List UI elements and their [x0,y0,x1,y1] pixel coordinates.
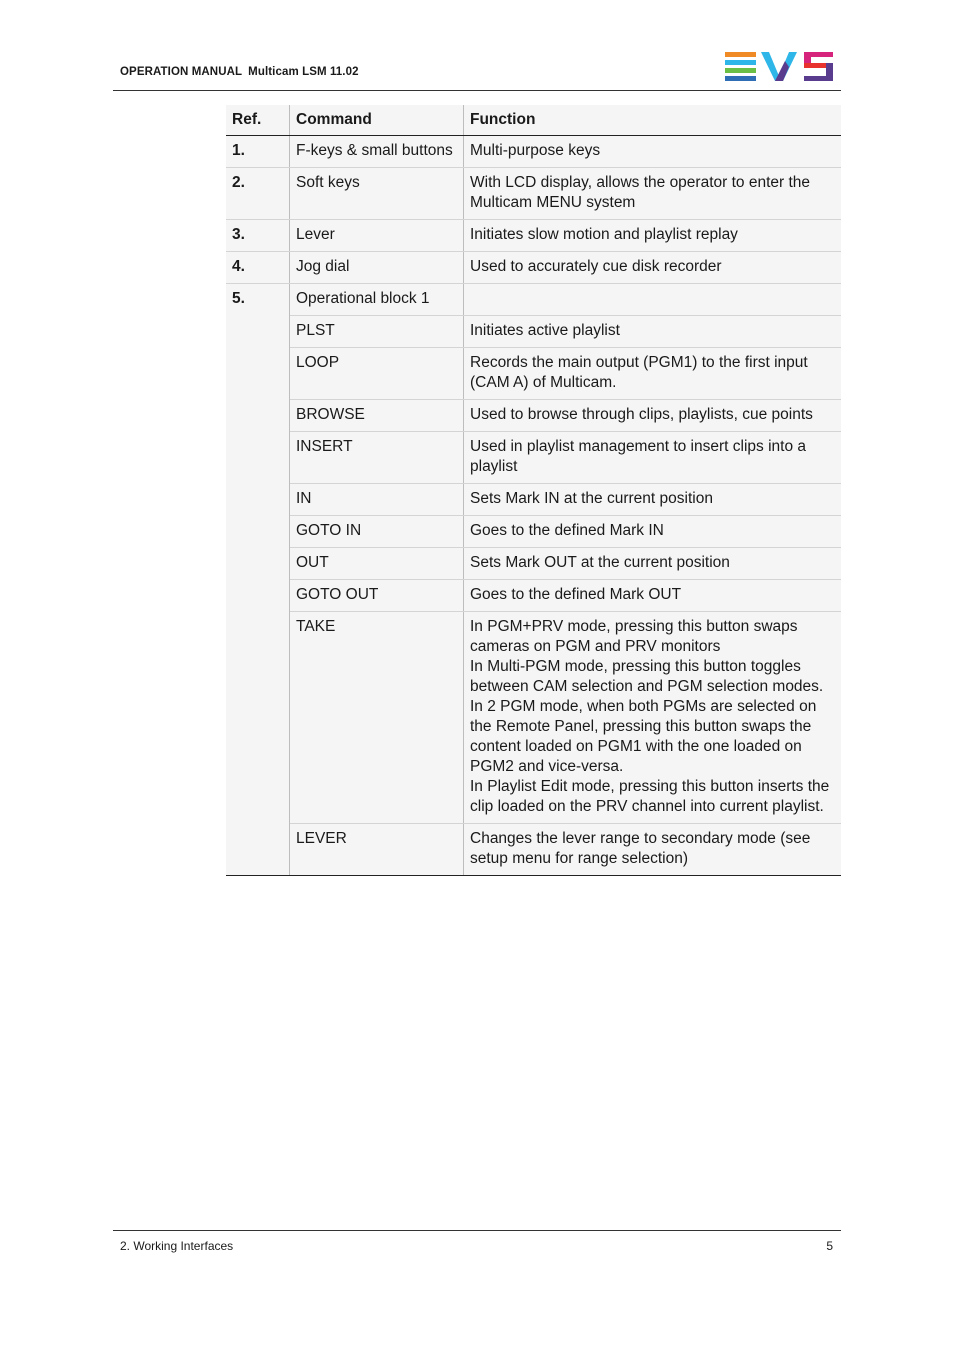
header-command: Command [290,105,464,136]
page-header [113,52,841,91]
function-cell: Used in playlist management to insert clips into a playlist [464,432,842,484]
command-cell: GOTO OUT [290,580,464,612]
command-cell: TAKE [290,612,464,824]
function-cell: Sets Mark OUT at the current position [464,548,842,580]
command-cell: Jog dial [290,252,464,284]
table-row [226,516,841,548]
take-line: In 2 PGM mode, when both PGMs are selected on the Remote Panel, pressing this button swaps the content loaded on PGM1 with the one loaded on PGM2 and vice-versa. [470,698,817,775]
command-cell: INSERT [290,432,464,484]
take-line: In Multi-PGM mode, pressing this button toggles between CAM selection and PGM selection modes. [470,658,824,695]
evs-logo [725,52,835,82]
command-cell: LEVER [290,824,464,876]
ref-cell: 4. [226,252,290,284]
ref-cell: 3. [226,220,290,252]
command-cell: PLST [290,316,464,348]
table-row [226,484,841,516]
function-cell: Used to browse through clips, playlists, cue points [464,400,842,432]
page-number: 5 [826,1239,833,1253]
table-header-row [226,105,841,136]
take-line: In Playlist Edit mode, pressing this button inserts the clip loaded on the PRV channel into current playlist. [470,778,830,815]
function-cell: Initiates active playlist [464,316,842,348]
table-row [226,612,841,824]
table-row [226,284,841,316]
table-row [226,400,841,432]
header-function: Function [464,105,842,136]
command-table [226,105,841,876]
table-row [226,316,841,348]
command-cell: Operational block 1 [290,284,464,316]
ref-cell: 1. [226,136,290,168]
command-cell: BROWSE [290,400,464,432]
take-line: In PGM+PRV mode, pressing this button swaps cameras on PGM and PRV monitors [470,618,798,655]
table-row [226,136,841,168]
function-cell: Multi-purpose keys [464,136,842,168]
ref-cell: 2. [226,168,290,220]
page-footer [113,1230,841,1253]
function-cell: Changes the lever range to secondary mode (see setup menu for range selection) [464,824,842,876]
function-cell: Records the main output (PGM1) to the first input (CAM A) of Multicam. [464,348,842,400]
function-cell: Initiates slow motion and playlist replay [464,220,842,252]
function-cell [464,612,842,824]
table-row [226,168,841,220]
table-row [226,432,841,484]
function-cell: Used to accurately cue disk recorder [464,252,842,284]
header-title [120,66,359,78]
command-cell: LOOP [290,348,464,400]
command-cell: Lever [290,220,464,252]
table-row [226,348,841,400]
function-cell: With LCD display, allows the operator to enter the Multicam MENU system [464,168,842,220]
table-row [226,252,841,284]
function-cell: Goes to the defined Mark IN [464,516,842,548]
command-cell: Soft keys [290,168,464,220]
command-cell: OUT [290,548,464,580]
function-cell [464,284,842,316]
command-cell: IN [290,484,464,516]
function-cell: Sets Mark IN at the current position [464,484,842,516]
function-cell: Goes to the defined Mark OUT [464,580,842,612]
ref-cell: 5. [226,284,290,876]
product-label: Multicam LSM 11.02 [248,66,359,78]
command-cell: F-keys & small buttons [290,136,464,168]
table-row [226,824,841,876]
footer-section: 2. Working Interfaces [120,1239,234,1253]
header-ref: Ref. [226,105,290,136]
manual-label: OPERATION MANUAL [120,66,243,78]
table-row [226,580,841,612]
command-cell: GOTO IN [290,516,464,548]
table-row [226,548,841,580]
table-row [226,220,841,252]
